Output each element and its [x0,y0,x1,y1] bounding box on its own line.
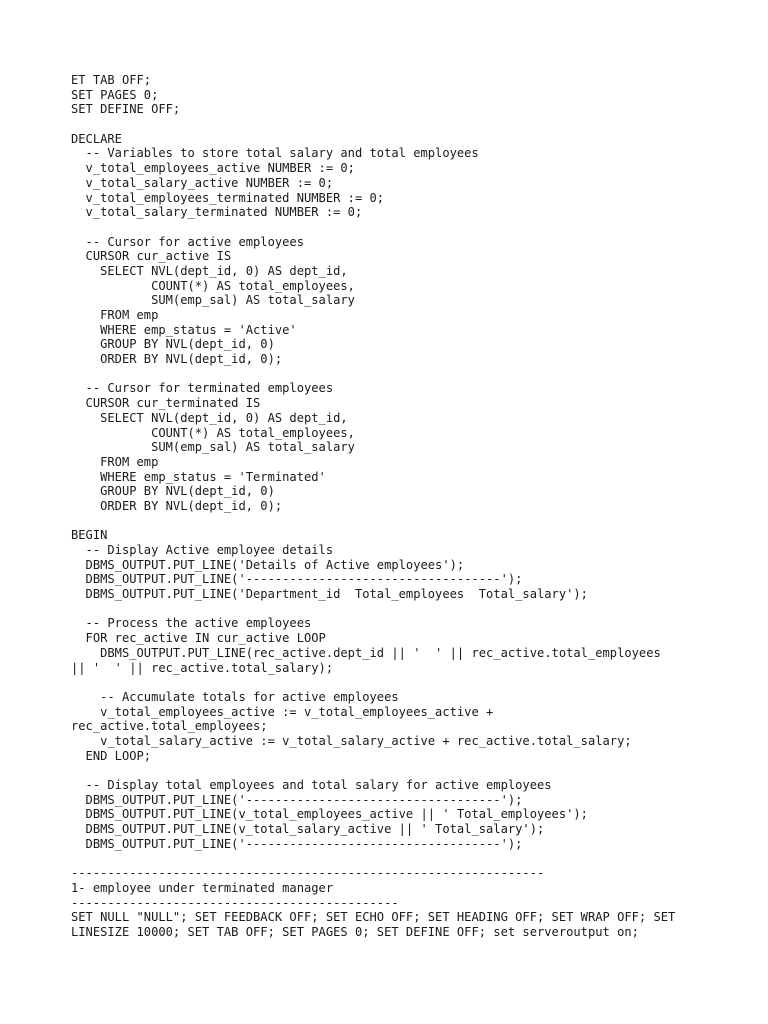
code-line: -- Display Active employee details [71,543,334,557]
code-line: SET NULL "NULL"; SET FEEDBACK OFF; SET ECHO OFF; SET HEADING OFF; SET WRAP OFF; SET [71,910,676,925]
document-page [71,73,731,940]
code-line: SET DEFINE OFF; [71,102,181,117]
code-line: WHERE emp_status = 'Active' [71,322,297,337]
code-line: 1- employee under terminated manager [71,880,334,895]
code-line: GROUP BY NVL(dept_id, 0) [71,484,275,499]
code-line: ORDER BY NVL(dept_id, 0); [71,352,283,367]
code-line: COUNT(*) AS total_employees, [71,278,355,293]
code-line: v_total_salary_active := v_total_salary_active + rec_active.total_salary; [71,733,632,748]
code-line [71,514,731,529]
code-line: -- Accumulate totals for active employees [71,689,399,704]
code-line: LINESIZE 10000; SET TAB OFF; SET PAGES 0; SET DEFINE OFF; set serveroutput on; [71,924,639,939]
code-line: v_total_employees_terminated NUMBER := 0; [71,190,385,205]
code-line: DBMS_OUTPUT.PUT_LINE('-----------------------------------'); [71,792,523,807]
code-line: DBMS_OUTPUT.PUT_LINE(v_total_employees_active || ' Total_employees'); [71,807,588,822]
code-line: CURSOR cur_active IS [71,249,232,264]
code-line: -- Display total employees and total salary for active employees [71,778,552,792]
code-line: GROUP BY NVL(dept_id, 0) [71,337,275,352]
code-line: v_total_employees_active NUMBER := 0; [71,161,355,176]
code-line: BEGIN [71,528,108,543]
code-line: SUM(emp_sal) AS total_salary [71,293,355,308]
code-line: -- Cursor for active employees [71,234,304,249]
code-line: CURSOR cur_terminated IS [71,396,261,411]
code-line: FROM emp [71,454,159,469]
code-line: v_total_salary_terminated NUMBER := 0; [71,205,363,220]
code-line: SET PAGES 0; [71,87,159,102]
code-line: DBMS_OUTPUT.PUT_LINE(rec_active.dept_id || ' ' || rec_active.total_employees [71,645,661,660]
code-line: rec_active.total_employees; [71,719,268,734]
code-line: DBMS_OUTPUT.PUT_LINE(v_total_salary_active || ' Total_salary'); [71,822,545,837]
code-line [71,117,731,132]
code-line: FROM emp [71,308,159,322]
code-line: || ' ' || rec_active.total_salary); [71,660,334,675]
code-line: -- Variables to store total salary and total employees [71,146,479,161]
code-line: END LOOP; [71,748,152,763]
code-line [71,602,731,617]
code-line: --------------------------------------------- [71,895,399,910]
code-line: v_total_employees_active := v_total_employees_active + [71,704,494,719]
code-line: ET TAB OFF; [71,73,152,87]
code-line: DBMS_OUTPUT.PUT_LINE('-----------------------------------'); [71,572,523,587]
code-line: v_total_salary_active NUMBER := 0; [71,175,334,190]
code-line [71,220,731,235]
code-line: -- Cursor for terminated employees [71,381,334,396]
code-line: DBMS_OUTPUT.PUT_LINE('-----------------------------------'); [71,836,523,851]
code-line [71,851,731,866]
code-line [71,367,731,382]
code-line: ORDER BY NVL(dept_id, 0); [71,498,283,513]
code-line: -- Process the active employees [71,616,312,631]
code-line: DECLARE [71,131,122,146]
code-line: DBMS_OUTPUT.PUT_LINE('Details of Active employees'); [71,557,465,572]
code-line: DBMS_OUTPUT.PUT_LINE('Department_id Total_employees Total_salary'); [71,587,588,602]
code-line: SELECT NVL(dept_id, 0) AS dept_id, [71,263,348,278]
code-line [71,763,731,778]
code-line [71,675,731,690]
code-line: ----------------------------------------------------------------- [71,866,545,881]
code-line: SELECT NVL(dept_id, 0) AS dept_id, [71,410,348,425]
code-line: FOR rec_active IN cur_active LOOP [71,631,326,646]
code-line: WHERE emp_status = 'Terminated' [71,469,326,484]
code-line: COUNT(*) AS total_employees, [71,425,355,440]
code-line: SUM(emp_sal) AS total_salary [71,440,355,455]
